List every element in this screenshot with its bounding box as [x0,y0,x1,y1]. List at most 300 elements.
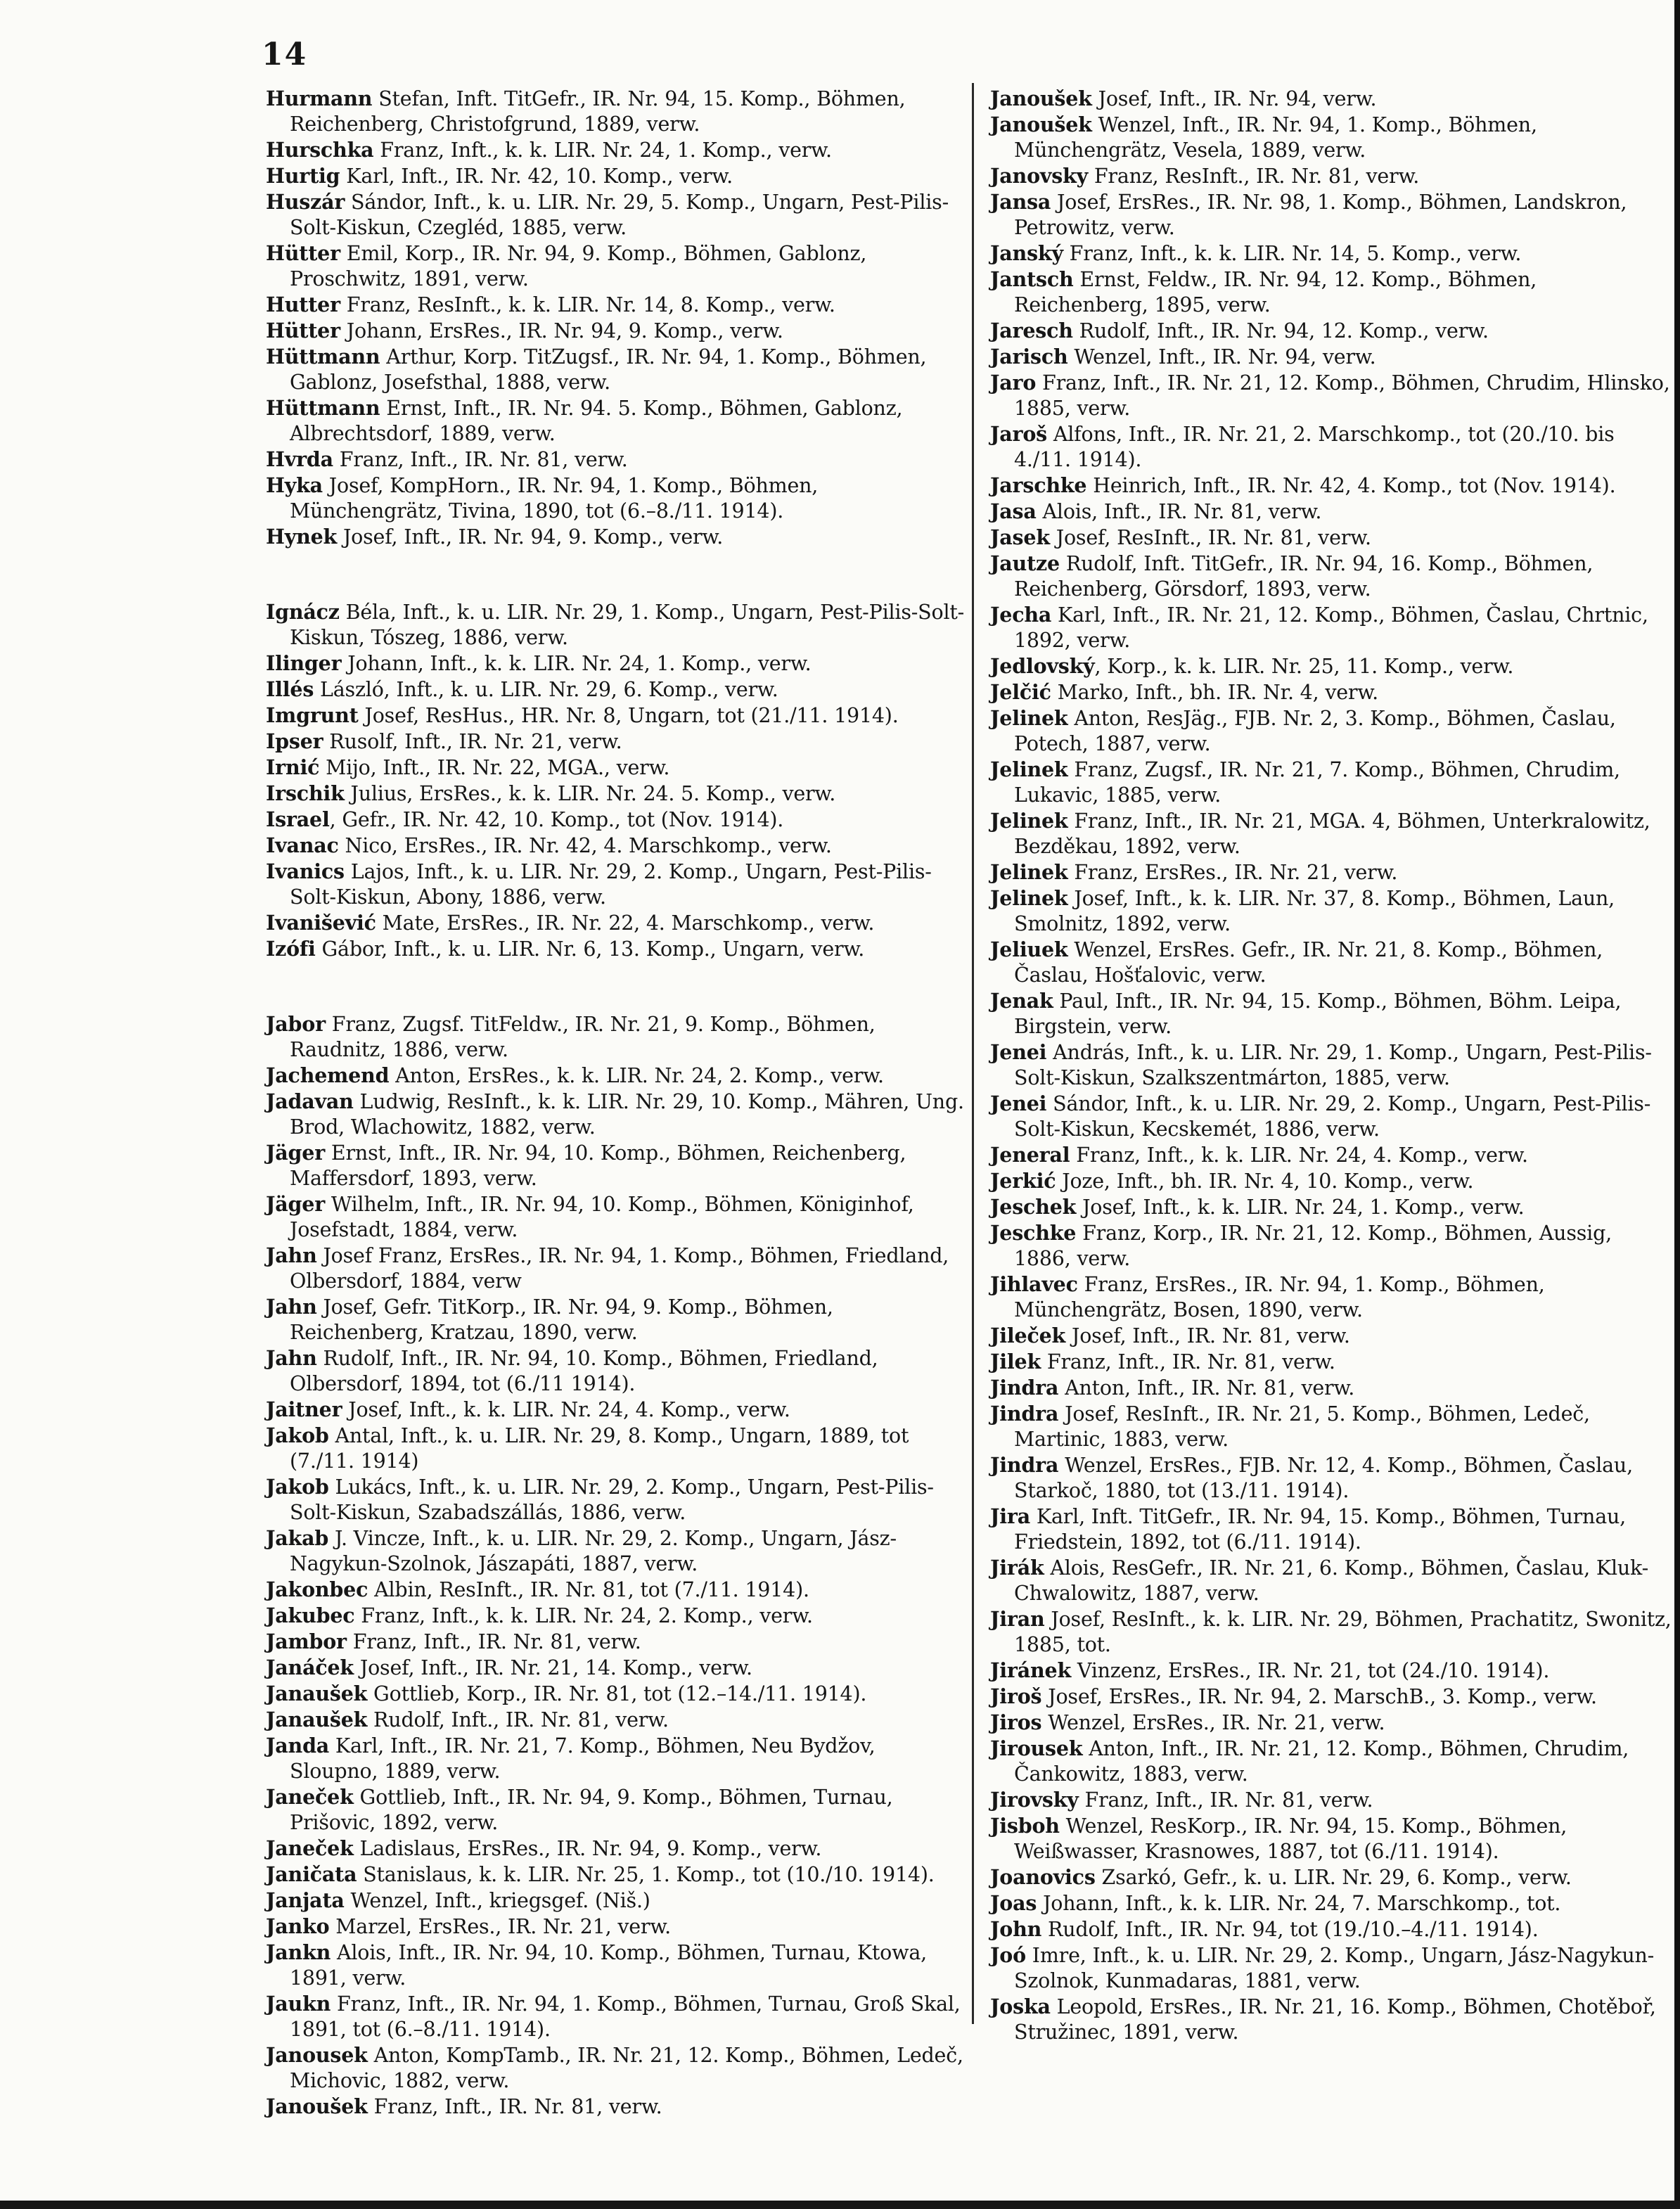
register-entry [266,137,969,163]
entry-details: Arthur, Korp. TitZugsf., IR. Nr. 94, 1. Komp., Böhmen, Gablonz, Josefsthal, 1888, verw. [290,345,927,394]
entry-details: Karl, Inft., IR. Nr. 21, 12. Komp., Böhmen, Časlau, Chrtnic, 1892, verw. [1014,603,1648,652]
register-entry [990,1142,1672,1168]
entry-surname: Jecha [990,603,1052,627]
entry-details: Imre, Inft., k. u. LIR. Nr. 29, 2. Komp., Ungarn, Jász-Nagykun-Szolnok, Kunmadaras, 1881, verw. [1014,1944,1655,1992]
scan-edge-right [1674,0,1680,2209]
entry-details: Franz, Inft., IR. Nr. 81, verw. [1078,1788,1373,1812]
register-entry [990,370,1672,421]
register-entry [990,344,1672,370]
register-entry [266,703,969,729]
register-entry [266,1063,969,1089]
entry-details: Karl, Inft. TitGefr., IR. Nr. 94, 15. Komp., Böhmen, Turnau, Friedstein, 1892, tot (6./11. 1914). [1014,1505,1627,1554]
register-entry [266,1733,969,1784]
entry-surname: Janda [266,1734,330,1757]
entry-surname: Ignácz [266,600,340,624]
entry-surname: Jisboh [990,1814,1060,1838]
entry-surname: Jäger [266,1141,326,1165]
entry-surname: Jakob [266,1475,329,1499]
register-entry [266,1577,969,1603]
register-entry [266,1784,969,1836]
register-entry [266,344,969,395]
entry-details: Gottlieb, Korp., IR. Nr. 81, tot (12.–14./11. 1914). [367,1682,867,1705]
entry-surname: Huszár [266,190,345,214]
entry-details: Anton, ResJäg., FJB. Nr. 2, 3. Komp., Böhmen, Časlau, Potech, 1887, verw. [1014,707,1616,755]
entry-details: J. Vincze, Inft., k. u. LIR. Nr. 29, 2. Komp., Ungarn, Jász-Nagykun-Szolnok, Jászapáti, 1887, verw. [290,1527,897,1575]
register-entry [266,1940,969,1991]
entry-surname: Jeschke [990,1221,1077,1245]
entry-surname: Jankn [266,1940,331,1964]
entry-details: Wenzel, Inft., IR. Nr. 94, verw. [1067,345,1376,369]
entry-details: Alois, Inft., IR. Nr. 94, 10. Komp., Böhmen, Turnau, Ktowa, 1891, verw. [290,1941,927,1990]
entry-details: Franz, Zugsf. TitFeldw., IR. Nr. 21, 9. Komp., Böhmen, Raudnitz, 1886, verw. [290,1013,876,1061]
entry-surname: Janovsky [990,164,1088,188]
entry-details: Franz, Inft., IR. Nr. 81, verw. [333,448,628,471]
entry-details: Vinzenz, ErsRes., IR. Nr. 21, tot (24./10. 1914). [1071,1659,1550,1682]
register-entry [990,551,1672,602]
register-entry [266,1243,969,1294]
register-entry [990,679,1672,705]
register-entry [990,859,1672,885]
entry-details: Ludwig, ResInft., k. k. LIR. Nr. 29, 10. Komp., Mähren, Ung. Brod, Wlachowitz, 1882, verw. [290,1090,964,1139]
register-entry [266,1707,969,1733]
register-entry [266,2042,969,2094]
register-entry [990,1916,1672,1942]
register-entry [266,2094,969,2120]
register-entry [990,1272,1672,1323]
entry-surname: Imgrunt [266,703,359,727]
register-entry [266,1629,969,1655]
entry-details: Wenzel, Inft., kriegsgef. (Niš.) [344,1889,650,1912]
entry-surname: Janský [990,241,1063,265]
register-entry [990,1349,1672,1375]
register-entry [990,1323,1672,1349]
entry-surname: Jakob [266,1423,329,1447]
entry-details: Ernst, Inft., IR. Nr. 94, 10. Komp., Böhmen, Reichenberg, Maffersdorf, 1893, verw. [290,1141,906,1190]
entry-details: Anton, Inft., IR. Nr. 81, verw. [1058,1376,1355,1400]
entry-surname: Jirák [990,1556,1044,1580]
entry-surname: Joó [990,1943,1026,1967]
register-entry [266,651,969,677]
entry-surname: Joanovics [990,1865,1096,1889]
register-entry [990,1684,1672,1710]
entry-details: Anton, ErsRes., k. k. LIR. Nr. 24, 2. Komp., verw. [389,1064,884,1087]
entry-details: Wenzel, Inft., IR. Nr. 94, 1. Komp., Böhmen, Münchengrätz, Vesela, 1889, verw. [1014,113,1537,162]
entry-details: Wenzel, ErsRes., IR. Nr. 21, verw. [1041,1711,1385,1734]
entry-surname: Jambor [266,1629,347,1653]
register-entry [990,602,1672,653]
register-entry [990,885,1672,937]
entry-surname: Hvrda [266,447,333,471]
entry-surname: Jindra [990,1376,1059,1400]
register-entry [266,833,969,859]
register-entry [990,1555,1672,1606]
entry-details: Mate, ErsRes., IR. Nr. 22, 4. Marschkomp., verw. [376,911,875,935]
entry-details: Franz, Inft., IR. Nr. 21, 12. Komp., Böhmen, Chrudim, Hlinsko, 1885, verw. [1014,371,1670,420]
entry-surname: Hurtig [266,164,340,188]
entry-details: Ladislaus, ErsRes., IR. Nr. 94, 9. Komp., verw. [353,1837,822,1860]
entry-surname: Jakubec [266,1603,355,1627]
entry-details: Josef, ResInft., k. k. LIR. Nr. 29, Böhmen, Prachatitz, Swonitz, 1885, tot. [1014,1608,1672,1656]
entry-details: Nico, ErsRes., IR. Nr. 42, 4. Marschkomp., verw. [338,834,832,857]
entry-surname: Jenei [990,1091,1047,1115]
register-entry [266,1888,969,1914]
entry-surname: Jihlavec [990,1272,1078,1296]
entry-details: Johann, Inft., k. k. LIR. Nr. 24, 7. Marschkomp., tot. [1037,1892,1561,1915]
entry-surname: Jerkić [990,1169,1056,1193]
register-entry [266,1525,969,1577]
entry-surname: Jiránek [990,1658,1071,1682]
entry-surname: Jilek [990,1350,1041,1374]
entry-details: Mijo, Inft., IR. Nr. 22, MGA., verw. [319,756,670,779]
entry-surname: Jelčić [990,680,1051,704]
register-entry [266,936,969,962]
entry-details: Franz, ResInft., k. k. LIR. Nr. 14, 8. Komp., verw. [340,293,835,316]
entry-details: Alois, Inft., IR. Nr. 81, verw. [1036,500,1322,523]
register-entry [266,1474,969,1525]
entry-details: Franz, ErsRes., IR. Nr. 94, 1. Komp., Böhmen, Münchengrätz, Bosen, 1890, verw. [1014,1273,1545,1321]
register-entry [990,1168,1672,1194]
entry-details: László, Inft., k. u. LIR. Nr. 29, 6. Komp., verw. [314,678,778,701]
register-entry [990,241,1672,267]
entry-surname: Ivanac [266,833,339,857]
entry-details: Lajos, Inft., k. u. LIR. Nr. 29, 2. Komp., Ungarn, Pest-Pilis-Solt-Kiskun, Abony, 1886, verw. [290,860,932,909]
entry-details: , Korp., k. k. LIR. Nr. 25, 11. Komp., verw. [1094,655,1514,678]
register-entry [990,318,1672,344]
register-entry [266,86,969,137]
register-entry [266,807,969,833]
entry-details: Wenzel, ErsRes. Gefr., IR. Nr. 21, 8. Komp., Böhmen, Časlau, Hošťalovic, verw. [1014,938,1603,987]
entry-details: Franz, Inft., k. k. LIR. Nr. 14, 5. Komp., verw. [1063,242,1522,265]
entry-surname: Joas [990,1891,1037,1915]
entry-surname: Ivanics [266,859,345,883]
entry-surname: Ilinger [266,651,342,675]
page-number: 14 [262,37,308,72]
entry-details: Béla, Inft., k. u. LIR. Nr. 29, 1. Komp., Ungarn, Pest-Pilis-Solt-Kiskun, Tószeg, 1886, verw. [290,601,965,649]
entry-surname: Jelinek [990,809,1068,833]
entry-details: Josef, Gefr. TitKorp., IR. Nr. 94, 9. Komp., Böhmen, Reichenberg, Kratzau, 1890, verw. [290,1295,833,1344]
entry-surname: Jeneral [990,1143,1070,1167]
register-entry [266,1655,969,1681]
entry-details: Sándor, Inft., k. u. LIR. Nr. 29, 5. Komp., Ungarn, Pest-Pilis-Solt-Kiskun, Czegléd, 1885, verw. [290,191,949,239]
entry-surname: Jahn [266,1243,317,1267]
entry-surname: Janjata [266,1888,345,1912]
register-entry [266,524,969,550]
entry-details: Johann, ErsRes., IR. Nr. 94, 9. Komp., verw. [340,319,783,342]
register-entry [266,1089,969,1140]
entry-details: Josef, ResInft., IR. Nr. 81, verw. [1049,526,1371,549]
entry-details: Josef, ErsRes., IR. Nr. 94, 2. MarschB., 3. Komp., verw. [1041,1685,1597,1708]
register-entry [266,1836,969,1862]
register-entry [990,1658,1672,1684]
register-entry [990,1375,1672,1401]
entry-details: Anton, KompTamb., IR. Nr. 21, 12. Komp., Böhmen, Ledeč, Michovic, 1882, verw. [290,2044,963,2092]
entry-surname: Jäger [266,1192,326,1216]
entry-details: Stanislaus, k. k. LIR. Nr. 25, 1. Komp., tot (10./10. 1914). [357,1863,935,1886]
register-entry [990,757,1672,808]
entry-details: Franz, Zugsf., IR. Nr. 21, 7. Komp., Böhmen, Chrudim, Lukavic, 1885, verw. [1014,758,1620,807]
register-entry [266,292,969,318]
entry-surname: Jakonbec [266,1577,368,1601]
entry-details: Heinrich, Inft., IR. Nr. 42, 4. Komp., tot (Nov. 1914). [1086,474,1616,497]
entry-surname: Irnić [266,755,320,779]
register-entry [266,1191,969,1243]
entry-details: Josef, Inft., IR. Nr. 94, verw. [1091,87,1377,110]
register-entry [990,189,1672,241]
register-entry [990,988,1672,1039]
entry-details: Franz, Inft., k. k. LIR. Nr. 24, 2. Komp., verw. [354,1604,813,1627]
entry-surname: Jindra [990,1402,1059,1426]
register-entry [266,910,969,936]
entry-details: Franz, Inft., IR. Nr. 81, verw. [1041,1350,1335,1374]
entry-surname: Janeček [266,1836,354,1860]
entry-surname: Jakab [266,1526,329,1550]
entry-details: Franz, Inft., IR. Nr. 94, 1. Komp., Böhmen, Turnau, Groß Skal, 1891, tot (6.–8./11. 1914). [290,1992,961,2041]
register-entry [990,937,1672,988]
entry-surname: Jenei [990,1040,1047,1064]
register-entry [990,473,1672,499]
entry-surname: Hüttmann [266,396,380,420]
register-entry [990,1452,1672,1504]
entry-details: Julius, ErsRes., k. k. LIR. Nr. 24. 5. Komp., verw. [344,782,836,805]
register-entry [266,1345,969,1397]
entry-surname: Jaroš [990,422,1048,446]
register-entry [990,1942,1672,1994]
entry-surname: Jedlovský [990,654,1095,678]
register-entry [990,112,1672,163]
register-entry [266,163,969,189]
entry-surname: Jeliuek [990,937,1068,961]
register-entry [266,189,969,241]
register-entry [266,729,969,755]
register-entry [990,267,1672,318]
entry-surname: Janoušek [990,87,1092,110]
register-entry [266,1140,969,1191]
entry-surname: Jautze [990,551,1060,575]
entry-details: Alfons, Inft., IR. Nr. 21, 2. Marschkomp., tot (20./10. bis 4./11. 1914). [1014,423,1615,471]
entry-surname: Janeček [266,1785,354,1809]
entry-details: Josef Franz, ErsRes., IR. Nr. 94, 1. Komp., Böhmen, Friedland, Olbersdorf, 1884, verw [290,1244,949,1293]
entry-surname: Hütter [266,319,340,342]
entry-details: Karl, Inft., IR. Nr. 21, 7. Komp., Böhmen, Neu Bydžov, Sloupno, 1889, verw. [290,1734,876,1783]
entry-details: Stefan, Inft. TitGefr., IR. Nr. 94, 15. Komp., Böhmen, Reichenberg, Christofgrund, 1889, verw. [290,87,906,136]
entry-details: Josef, Inft., k. k. LIR. Nr. 37, 8. Komp., Böhmen, Laun, Smolnitz, 1892, verw. [1014,887,1615,935]
right-column [990,86,1672,2045]
entry-details: Paul, Inft., IR. Nr. 94, 15. Komp., Böhmen, Böhm. Leipa, Birgstein, verw. [1014,990,1622,1038]
entry-surname: Jahn [266,1295,317,1319]
entry-surname: Jasa [990,499,1037,523]
register-entry [990,1606,1672,1658]
entry-details: Ernst, Feldw., IR. Nr. 94, 12. Komp., Böhmen, Reichenberg, 1895, verw. [1014,268,1537,316]
entry-surname: Jelinek [990,886,1068,910]
register-entry [990,1710,1672,1736]
entry-surname: Jarschke [990,473,1087,497]
entry-surname: Jaukn [266,1992,331,2016]
entry-details: Johann, Inft., k. k. LIR. Nr. 24, 1. Komp., verw. [341,652,812,675]
entry-surname: Jelinek [990,860,1068,884]
entry-surname: Hütter [266,241,340,265]
entry-surname: Jahn [266,1346,317,1370]
entry-surname: Izófi [266,937,316,961]
entry-details: Rudolf, Inft., IR. Nr. 94, 12. Komp., verw. [1072,319,1489,342]
register-entry [990,1994,1672,2045]
entry-details: Albin, ResInft., IR. Nr. 81, tot (7./11. 1914). [368,1578,809,1601]
entry-details: Ernst, Inft., IR. Nr. 94. 5. Komp., Böhmen, Gablonz, Albrechtsdorf, 1889, verw. [290,397,903,445]
entry-details: Josef, Inft., IR. Nr. 94, 9. Komp., verw. [337,525,724,549]
entry-surname: Jansa [990,190,1051,214]
entry-surname: Jaitner [266,1397,342,1421]
entry-details: Josef, Inft., IR. Nr. 81, verw. [1065,1324,1350,1347]
entry-surname: Janoušek [990,113,1092,136]
entry-details: Rudolf, Inft. TitGefr., IR. Nr. 94, 16. Komp., Böhmen, Reichenberg, Görsdorf, 1893, verw. [1014,552,1594,601]
register-entry [266,1423,969,1474]
register-entry [266,1603,969,1629]
register-entry [990,1864,1672,1890]
entry-details: Rudolf, Inft., IR. Nr. 81, verw. [367,1708,669,1731]
entry-details: Anton, Inft., IR. Nr. 21, 12. Komp., Böhmen, Chrudim, Čankowitz, 1883, verw. [1014,1737,1629,1786]
entry-surname: Hurschka [266,138,374,162]
entry-details: Wenzel, ErsRes., FJB. Nr. 12, 4. Komp., Böhmen, Časlau, Starkoč, 1880, tot (13./11. 1914). [1014,1454,1633,1502]
register-entry [990,808,1672,859]
entry-surname: Jadavan [266,1089,354,1113]
register-entry [266,599,969,651]
entry-details: Franz, Korp., IR. Nr. 21, 12. Komp., Böhmen, Aussig, 1886, verw. [1014,1222,1612,1270]
register-entry [990,499,1672,525]
entry-details: Antal, Inft., k. u. LIR. Nr. 29, 8. Komp., Ungarn, 1889, tot (7./11. 1914) [290,1424,909,1473]
register-entry [266,677,969,703]
entry-surname: Jaresch [990,319,1073,342]
register-entry [266,1397,969,1423]
register-entry [266,1011,969,1063]
scan-edge-bottom [0,2201,1680,2209]
entry-details: Franz, ResInft., IR. Nr. 81, verw. [1088,165,1420,188]
entry-surname: Jirousek [990,1736,1083,1760]
entry-details: Franz, Inft., k. k. LIR. Nr. 24, 1. Komp., verw. [373,139,832,162]
entry-details: Franz, ErsRes., IR. Nr. 21, verw. [1067,861,1398,884]
register-entry [990,1890,1672,1916]
register-entry [266,395,969,447]
entry-details: Rusolf, Inft., IR. Nr. 21, verw. [323,730,622,753]
entry-surname: Israel [266,807,330,831]
entry-surname: Jelinek [990,706,1068,730]
entry-details: Josef, ResHus., HR. Nr. 8, Ungarn, tot (21./11. 1914). [358,704,899,727]
entry-details: Lukács, Inft., k. u. LIR. Nr. 29, 2. Komp., Ungarn, Pest-Pilis-Solt-Kiskun, Szabadszállás, 1886, verw. [290,1475,934,1524]
register-entry [990,86,1672,112]
register-entry [266,1294,969,1345]
register-entry [266,755,969,781]
entry-details: Gottlieb, Inft., IR. Nr. 94, 9. Komp., Böhmen, Turnau, Prišovic, 1892, verw. [290,1786,893,1834]
entry-details: Josef, Inft., k. k. LIR. Nr. 24, 1. Komp., verw. [1076,1196,1525,1219]
entry-details: Franz, Inft., k. k. LIR. Nr. 24, 4. Komp., verw. [1070,1144,1528,1167]
register-entry [990,1220,1672,1272]
entry-surname: Janko [266,1914,330,1938]
register-entry [990,1504,1672,1555]
entry-details: Josef, Inft., k. k. LIR. Nr. 24, 4. Komp., verw. [342,1398,790,1421]
entry-surname: John [990,1917,1042,1941]
entry-surname: Janaušek [266,1708,368,1731]
entry-surname: Janousek [266,2043,368,2067]
entry-details: Emil, Korp., IR. Nr. 94, 9. Komp., Böhmen, Gablonz, Proschwitz, 1891, verw. [290,242,867,290]
register-entry [990,1736,1672,1787]
entry-details: Gábor, Inft., k. u. LIR. Nr. 6, 13. Komp., Ungarn, verw. [315,937,865,961]
entry-details: , Gefr., IR. Nr. 42, 10. Komp., tot (Nov. 1914). [329,808,784,831]
entry-details: Rudolf, Inft., IR. Nr. 94, tot (19./10.–4./11. 1914). [1041,1918,1539,1941]
register-entry [266,318,969,344]
entry-surname: Jiroš [990,1684,1042,1708]
left-column [266,86,969,2120]
entry-surname: Jenak [990,989,1053,1013]
entry-details: Karl, Inft., IR. Nr. 42, 10. Komp., verw. [340,165,733,188]
entry-details: Sándor, Inft., k. u. LIR. Nr. 29, 2. Komp., Ungarn, Pest-Pilis-Solt-Kiskun, Kecskemét, 1886, verw. [1014,1092,1651,1141]
entry-surname: Janoušek [266,2094,368,2118]
register-entry [990,705,1672,757]
entry-surname: Jarisch [990,345,1068,369]
entry-details: András, Inft., k. u. LIR. Nr. 29, 1. Komp., Ungarn, Pest-Pilis-Solt-Kiskun, Szalkszentmárton, 1885, verw. [1014,1041,1652,1089]
register-entry [990,1039,1672,1091]
register-entry [990,1194,1672,1220]
register-entry [266,473,969,524]
entry-details: Franz, Inft., IR. Nr. 81, verw. [367,2095,662,2118]
register-entry [990,1091,1672,1142]
entry-surname: Jindra [990,1453,1059,1477]
entry-details: Wenzel, ResKorp., IR. Nr. 94, 15. Komp., Böhmen, Weißwasser, Krasnowes, 1887, tot (6./11. 1914). [1014,1814,1567,1863]
entry-surname: Jiran [990,1607,1045,1631]
entry-surname: Jira [990,1504,1030,1528]
register-entry [266,447,969,473]
register-entry [990,1813,1672,1864]
register-entry [266,859,969,910]
register-entry [266,1991,969,2042]
entry-surname: Ivanišević [266,911,376,935]
entry-details: Alois, ResGefr., IR. Nr. 21, 6. Komp., Böhmen, Časlau, Kluk-Chwalowitz, 1887, verw. [1014,1556,1649,1605]
entry-surname: Hüttmann [266,345,380,369]
register-entry [990,1401,1672,1452]
entry-surname: Illés [266,677,314,701]
register-entry [990,653,1672,679]
register-entry [266,781,969,807]
entry-surname: Jaro [990,371,1037,395]
column-divider [972,83,974,2024]
entry-details: Zsarkó, Gefr., k. u. LIR. Nr. 29, 6. Komp., verw. [1095,1866,1572,1889]
entry-details: Josef, KompHorn., IR. Nr. 94, 1. Komp., Böhmen, Münchengrätz, Tivina, 1890, tot (6.–8./11. 1914). [290,474,819,523]
entry-surname: Jachemend [266,1063,390,1087]
entry-surname: Irschik [266,781,345,805]
entry-details: Franz, Inft., IR. Nr. 81, verw. [346,1630,641,1653]
entry-details: Josef, ErsRes., IR. Nr. 98, 1. Komp., Böhmen, Landskron, Petrowitz, verw. [1014,191,1627,239]
entry-details: Joze, Inft., bh. IR. Nr. 4, 10. Komp., verw. [1056,1170,1474,1193]
entry-details: Franz, Inft., IR. Nr. 21, MGA. 4, Böhmen, Unterkralowitz, Bezděkau, 1892, verw. [1014,809,1650,858]
entry-surname: Jabor [266,1012,326,1036]
entry-details: Josef, ResInft., IR. Nr. 21, 5. Komp., Böhmen, Ledeč, Martinic, 1883, verw. [1014,1402,1590,1451]
entry-surname: Jasek [990,525,1050,549]
entry-details: Wilhelm, Inft., IR. Nr. 94, 10. Komp., Böhmen, Königinhof, Josefstadt, 1884, verw. [290,1193,914,1241]
entry-surname: Jelinek [990,757,1068,781]
entry-surname: Hyka [266,473,323,497]
register-entry [266,1914,969,1940]
entry-details: Marzel, ErsRes., IR. Nr. 21, verw. [329,1915,672,1938]
entry-details: Rudolf, Inft., IR. Nr. 94, 10. Komp., Böhmen, Friedland, Olbersdorf, 1894, tot (6./11 1914). [290,1347,878,1395]
entry-surname: Jantsch [990,267,1074,291]
entry-surname: Joska [990,1994,1051,2018]
register-entry [990,525,1672,551]
entry-surname: Hutter [266,293,340,316]
entry-surname: Ipser [266,729,323,753]
entry-surname: Janičata [266,1862,357,1886]
entry-surname: Hynek [266,525,338,549]
entry-details: Josef, Inft., IR. Nr. 21, 14. Komp., verw. [353,1656,752,1679]
entry-surname: Hurmann [266,87,373,110]
entry-details: Leopold, ErsRes., IR. Nr. 21, 16. Komp., Böhmen, Chotěboř, Stružinec, 1891, verw. [1014,1995,1656,2044]
entry-surname: Jeschek [990,1195,1077,1219]
